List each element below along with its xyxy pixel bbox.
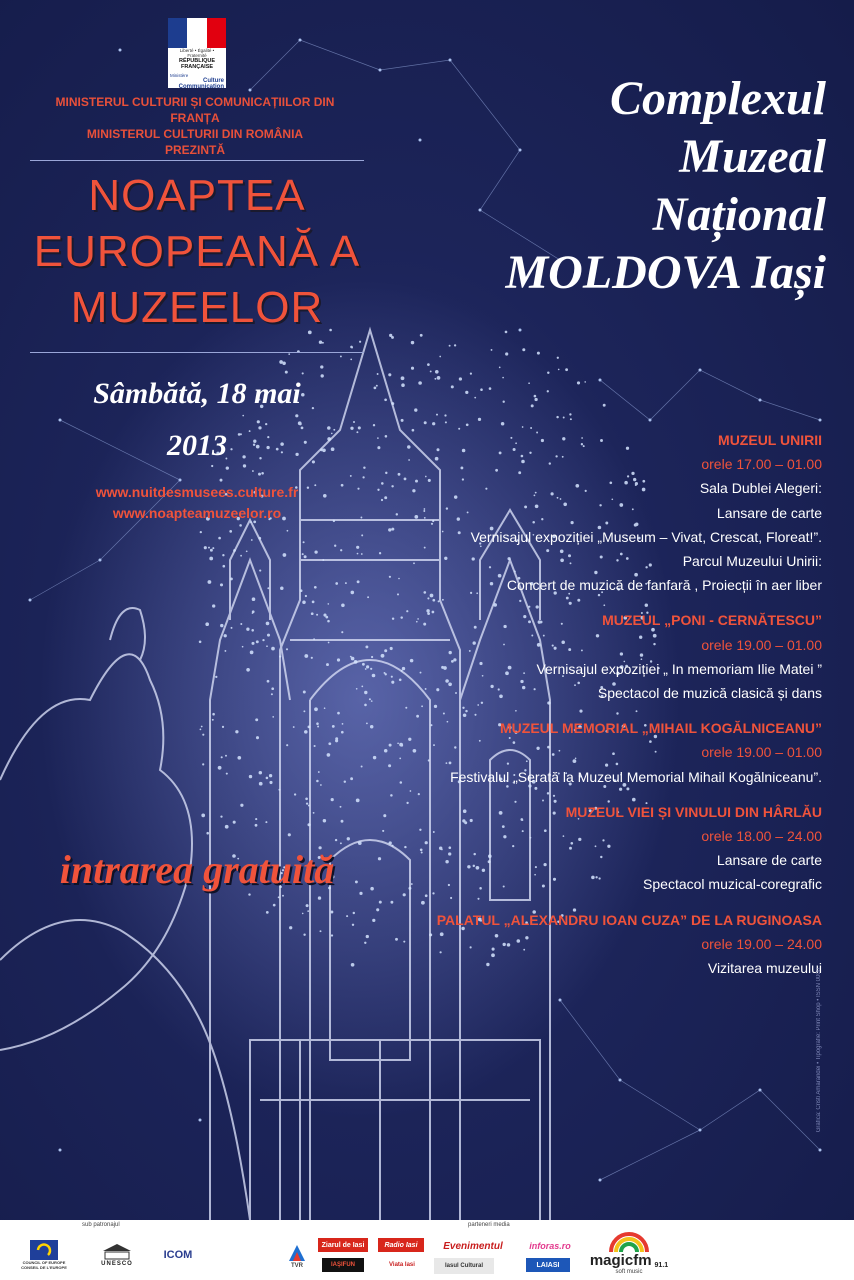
complex-title-line: Muzeal: [679, 130, 826, 183]
date-day: Sâmbătă, 18 mai: [93, 377, 301, 410]
organizer-line: MINISTERUL CULTURII ȘI COMUNICAȚIILOR DIN FRANȚA: [55, 95, 335, 125]
program-list: [392, 428, 822, 991]
free-entry-label: intrarea gratuită: [59, 847, 335, 892]
program-hours: orele 19.00 – 01.00: [701, 636, 822, 653]
program-item: [392, 716, 822, 789]
program-museum-name: PALATUL „ALEXANDRU IOAN CUZA” DE LA RUGINOASA: [436, 911, 822, 928]
website-links: [30, 482, 364, 524]
program-line: Spectacol muzical-coregrafic: [643, 876, 822, 893]
program-line: Vernisajul expoziției „Museum – Vivat, Crescat, Floreat!”.: [470, 528, 822, 545]
divider-bottom: [30, 352, 364, 353]
coe-name: COUNCIL OF EUROPE: [22, 1260, 66, 1265]
council-of-europe-icon: [30, 1240, 58, 1260]
laiasi-logo: LAIASI: [526, 1258, 570, 1272]
date-year: 2013: [167, 429, 227, 462]
magicfm-tagline: soft music: [615, 1268, 643, 1275]
rainbow-icon: [607, 1228, 651, 1252]
program-hours: orele 19.00 – 24.00: [701, 935, 822, 952]
magicfm-freq: 91.1: [654, 1261, 669, 1269]
program-line: Concert de muzică de fanfară , Proiecții în aer liber: [506, 577, 822, 594]
program-line: Vizitarea muzeului: [707, 960, 822, 977]
program-line: Parcul Muzeului Unirii:: [682, 553, 822, 570]
complex-title-line: Complexul: [609, 72, 826, 125]
magicfm-name: magicfm: [589, 1251, 652, 1269]
patron-label: sub patronajul: [82, 1222, 120, 1228]
print-credit: Grafica: Cristi Amarandei • Tipografie: Print Shop • ISSN 0000: [816, 968, 822, 1133]
logo-communication: Communication: [178, 84, 224, 90]
program-item: [392, 428, 822, 597]
museum-complex-title: [486, 70, 826, 302]
evenimentul-logo: Evenimentul: [443, 1240, 503, 1252]
program-item: [392, 908, 822, 981]
unesco-name: UNESCO: [101, 1261, 133, 1267]
magicfm-logo: [588, 1224, 670, 1278]
republique-francaise-logo: [168, 18, 226, 88]
logo-motto: Liberté • Égalité • Fraternité: [179, 48, 215, 58]
organizers: [40, 94, 350, 158]
link-noapteamuzeelor[interactable]: www.noapteamuzeelor.ro: [112, 505, 282, 521]
iasul-cultural-logo: Iasul Cultural: [434, 1258, 494, 1274]
viata-iasi-logo: Viata Iasi: [389, 1262, 415, 1268]
title-line: EUROPEANĂ A: [33, 227, 361, 276]
title-line: MUZEELOR: [70, 283, 324, 332]
icom-logo: ICOM: [163, 1249, 193, 1261]
program-line: Sala Dublei Alegeri:: [699, 480, 822, 497]
program-hours: orele 19.00 – 01.00: [701, 744, 822, 761]
logo-republic: RÉPUBLIQUE FRANÇAISE: [178, 58, 216, 70]
organizer-line: PREZINTĂ: [165, 143, 225, 157]
iasifun-logo: IAŞIFUN: [322, 1258, 364, 1272]
event-title: [30, 168, 364, 336]
program-hours: orele 17.00 – 01.00: [701, 456, 822, 473]
organizer-line: MINISTERUL CULTURII DIN ROMÂNIA: [86, 127, 304, 141]
program-item: [392, 800, 822, 897]
event-date: [30, 368, 364, 472]
program-museum-name: MUZEUL MEMORIAL „MIHAIL KOGĂLNICEANU”: [500, 720, 822, 737]
program-line: Festivalul „Serată la Muzeul Memorial Mihail Kogălniceanu”.: [450, 768, 822, 785]
ziarul-de-iasi-logo: Ziarul de Iasi: [318, 1238, 368, 1252]
program-museum-name: MUZEUL UNIRII: [718, 432, 822, 448]
french-flag-icon: [168, 18, 226, 48]
program-line: Lansare de carte: [716, 504, 822, 521]
program-line: Vernisajul expoziției „ In memoriam Ilie Matei ”: [536, 660, 822, 677]
sponsors-footer: [0, 1220, 854, 1280]
program-line: Lansare de carte: [716, 852, 822, 869]
media-label: parteneri media: [468, 1222, 510, 1228]
coe-sub: CONSEIL DE L'EUROPE: [21, 1265, 67, 1270]
council-of-europe-logo: [20, 1236, 68, 1274]
program-museum-name: MUZEUL „PONI - CERNĂTESCU”: [602, 612, 822, 629]
tvr-name: TVR: [291, 1263, 303, 1269]
title-line: NOAPTEA: [88, 171, 306, 220]
divider-top: [30, 160, 364, 161]
program-hours: orele 18.00 – 24.00: [701, 828, 822, 845]
unesco-temple-icon: [101, 1243, 133, 1261]
program-line: Spectacol de muzică clasică și dans: [597, 685, 822, 702]
tvr-logo: [284, 1238, 310, 1274]
complex-title-line: Național: [652, 188, 826, 241]
inforas-logo: inforas.ro: [529, 1241, 571, 1251]
tvr-icon: [287, 1243, 307, 1263]
logo-culture: Culture: [203, 78, 224, 84]
program-museum-name: MUZEUL VIEI ȘI VINULUI DIN HÂRLĂU: [565, 803, 822, 820]
logo-ministry: Ministère: [170, 73, 189, 78]
complex-title-line: MOLDOVA Iași: [505, 246, 826, 299]
unesco-logo: [96, 1236, 138, 1274]
link-nuitdesmusees[interactable]: www.nuitdesmusees.culture.fr: [95, 484, 299, 500]
radio-iasi-logo: Radio Iasi: [378, 1238, 424, 1252]
program-item: [392, 608, 822, 705]
